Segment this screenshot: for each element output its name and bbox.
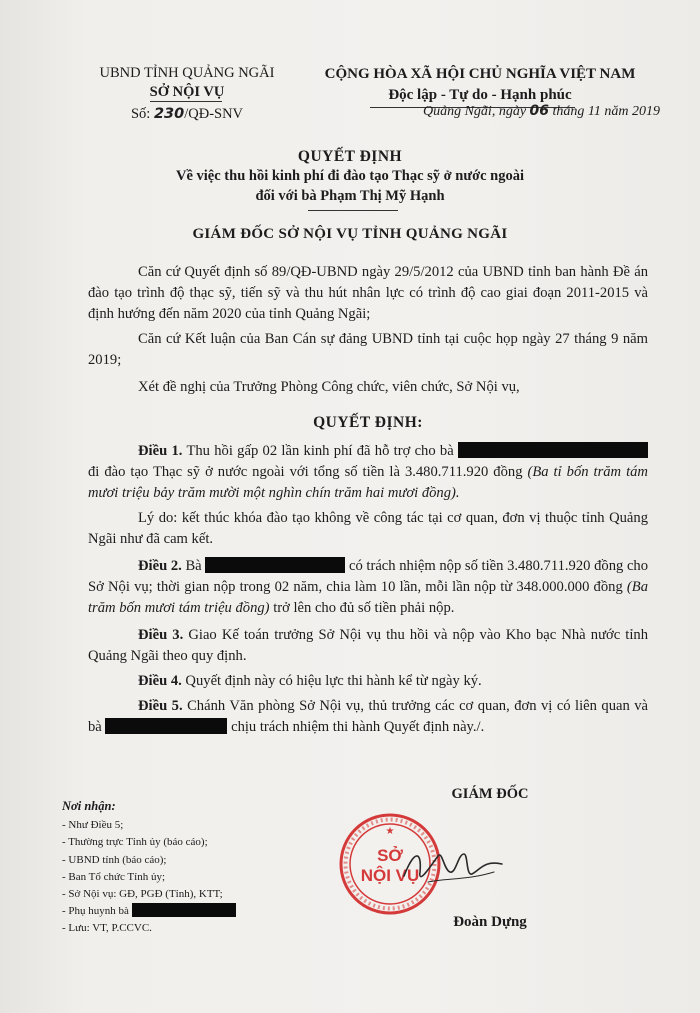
title-line-2: đối với bà Phạm Thị Mỹ Hạnh — [255, 188, 445, 204]
article-5-text-a: Chánh Văn phòng Sở Nội vụ, thủ trưởng các cơ quan, đơn vị có liên quan và bà — [88, 698, 649, 735]
agency-divider — [150, 101, 222, 102]
document-title — [60, 148, 640, 206]
article-1-amount-words: (Ba tỉ bốn trăm tám mươi triệu bảy trăm mười một nghìn chín trăm hai mươi đồng). — [88, 464, 648, 501]
article-3-text: Giao Kế toán trưởng Sở Nội vụ thu hồi và nộp vào Kho bạc Nhà nước tỉnh Quảng Ngãi theo quy định. — [88, 627, 648, 664]
article-2 — [88, 556, 648, 619]
article-2-amount-words: (Ba trăm bốn mươi tám triệu đồng) — [88, 579, 648, 616]
recipient-item: - Sở Nội vụ: GĐ, PGĐ (Tỉnh), KTT; — [62, 888, 223, 901]
decision-heading: QUYẾT ĐỊNH: — [313, 414, 423, 431]
article-1 — [88, 441, 648, 504]
article-2-text-a: Bà — [181, 558, 206, 574]
article-5 — [88, 696, 648, 738]
title-line-1: Về việc thu hồi kinh phí đi đào tạo Thạc sỹ ở nước ngoài — [176, 168, 524, 184]
recipient-item: - Lưu: VT, P.CCVC. — [62, 922, 152, 935]
article-1-label: Điều 1. — [138, 443, 183, 459]
recipients-title: Nơi nhận: — [62, 799, 116, 813]
date-prefix: Quảng Ngãi, ngày — [422, 104, 530, 119]
article-3 — [88, 625, 648, 667]
agency-name: SỞ NỘI VỤ — [149, 84, 225, 100]
seal-text-line-2: NỘI VỤ — [360, 866, 420, 885]
date-suffix: tháng 11 năm 2019 — [549, 104, 660, 119]
redaction-bar — [132, 903, 236, 917]
signature-underline — [428, 872, 494, 882]
article-4 — [88, 671, 648, 692]
article-3-label: Điều 3. — [138, 627, 184, 643]
redaction-bar — [205, 557, 345, 573]
agency-parent: UBND TỈNH QUẢNG NGÃI — [99, 65, 275, 81]
signature-stroke — [404, 854, 502, 877]
recipient-item: - Thường trực Tỉnh ủy (báo cáo); — [62, 836, 208, 849]
doc-number-handwritten: 230 — [153, 106, 185, 122]
article-5-text-b: chịu trách nhiệm thi hành Quyết định này./. — [227, 719, 485, 735]
article-4-label: Điều 4. — [138, 673, 182, 689]
article-1-reason: Lý do: kết thúc khóa đào tạo không về công tác tại cơ quan, đơn vị thuộc tỉnh Quảng Ngãi như đã cam kết. — [88, 510, 648, 547]
article-1-text-b: đi đào tạo Thạc sỹ ở nước ngoài với tổng số tiền là 3.480.711.920 đồng — [88, 464, 528, 480]
article-5-label: Điều 5. — [138, 698, 183, 714]
agency-header — [82, 64, 292, 124]
redaction-bar — [105, 718, 227, 734]
preamble-1: Căn cứ Quyết định số 89/QĐ-UBND ngày 29/5/2012 của UBND tỉnh ban hành Đề án đào tạo trình độ thạc sỹ, tiến sỹ và thu hút nhân lực có trình độ cao giai đoạn 2011-2015 và định hướng đến năm 2020 của tỉnh Quảng Ngãi; — [88, 264, 648, 322]
redaction-bar — [458, 442, 648, 458]
recipient-item: - Như Điều 5; — [62, 819, 124, 832]
recipient-item: - UBND tỉnh (báo cáo); — [62, 853, 167, 866]
nation-motto: Độc lập - Tự do - Hạnh phúc — [388, 87, 572, 103]
preamble-2: Căn cứ Kết luận của Ban Cán sự đảng UBND tỉnh tại cuộc họp ngày 27 tháng 9 năm 2019; — [88, 331, 648, 368]
preamble-3: Xét đề nghị của Trưởng Phòng Công chức, viên chức, Sở Nội vụ, — [138, 379, 520, 395]
article-2-text-b: có trách nhiệm nộp số tiền 3.480.711.920 đồng cho Sở Nội vụ; thời gian nộp trong 02 năm, chia làm 10 lần, mỗi lần nộp từ 348.000.000 đồng — [88, 558, 649, 595]
doc-number-suffix: /QĐ-SNV — [184, 106, 244, 122]
signer-title: GIÁM ĐỐC — [451, 786, 529, 802]
nation-title: CỘNG HÒA XÃ HỘI CHỦ NGHĨA VIỆT NAM — [324, 66, 636, 82]
issue-date — [330, 103, 660, 120]
recipient-item-redacted — [62, 903, 302, 920]
article-2-text-c: trở lên cho đủ số tiền phải nộp. — [269, 600, 455, 616]
seal-text-line-1: SỞ — [377, 846, 403, 865]
recipients-list — [62, 798, 302, 938]
doc-number-prefix: Số: — [130, 106, 154, 122]
article-4-text: Quyết định này có hiệu lực thi hành kể từ ngày ký. — [181, 673, 482, 689]
nation-header — [300, 64, 660, 106]
title-heading: QUYẾT ĐỊNH — [297, 148, 403, 165]
seal-star: ★ — [385, 826, 395, 837]
document-body — [88, 262, 648, 742]
article-1-text-a: Thu hồi gấp 02 lần kinh phí đã hỗ trợ cho bà — [182, 443, 458, 459]
handwritten-signature — [398, 842, 508, 892]
title-divider — [308, 210, 398, 211]
article-2-label: Điều 2. — [138, 558, 182, 574]
doc-number — [82, 105, 292, 124]
date-day-handwritten: 06 — [529, 103, 550, 119]
signer-name: Đoàn Dựng — [453, 914, 527, 930]
recipient-item: - Phụ huynh bà — [62, 905, 129, 918]
recipient-item: - Ban Tổ chức Tỉnh ủy; — [62, 870, 166, 883]
director-heading: GIÁM ĐỐC SỞ NỘI VỤ TỈNH QUẢNG NGÃI — [192, 226, 508, 242]
